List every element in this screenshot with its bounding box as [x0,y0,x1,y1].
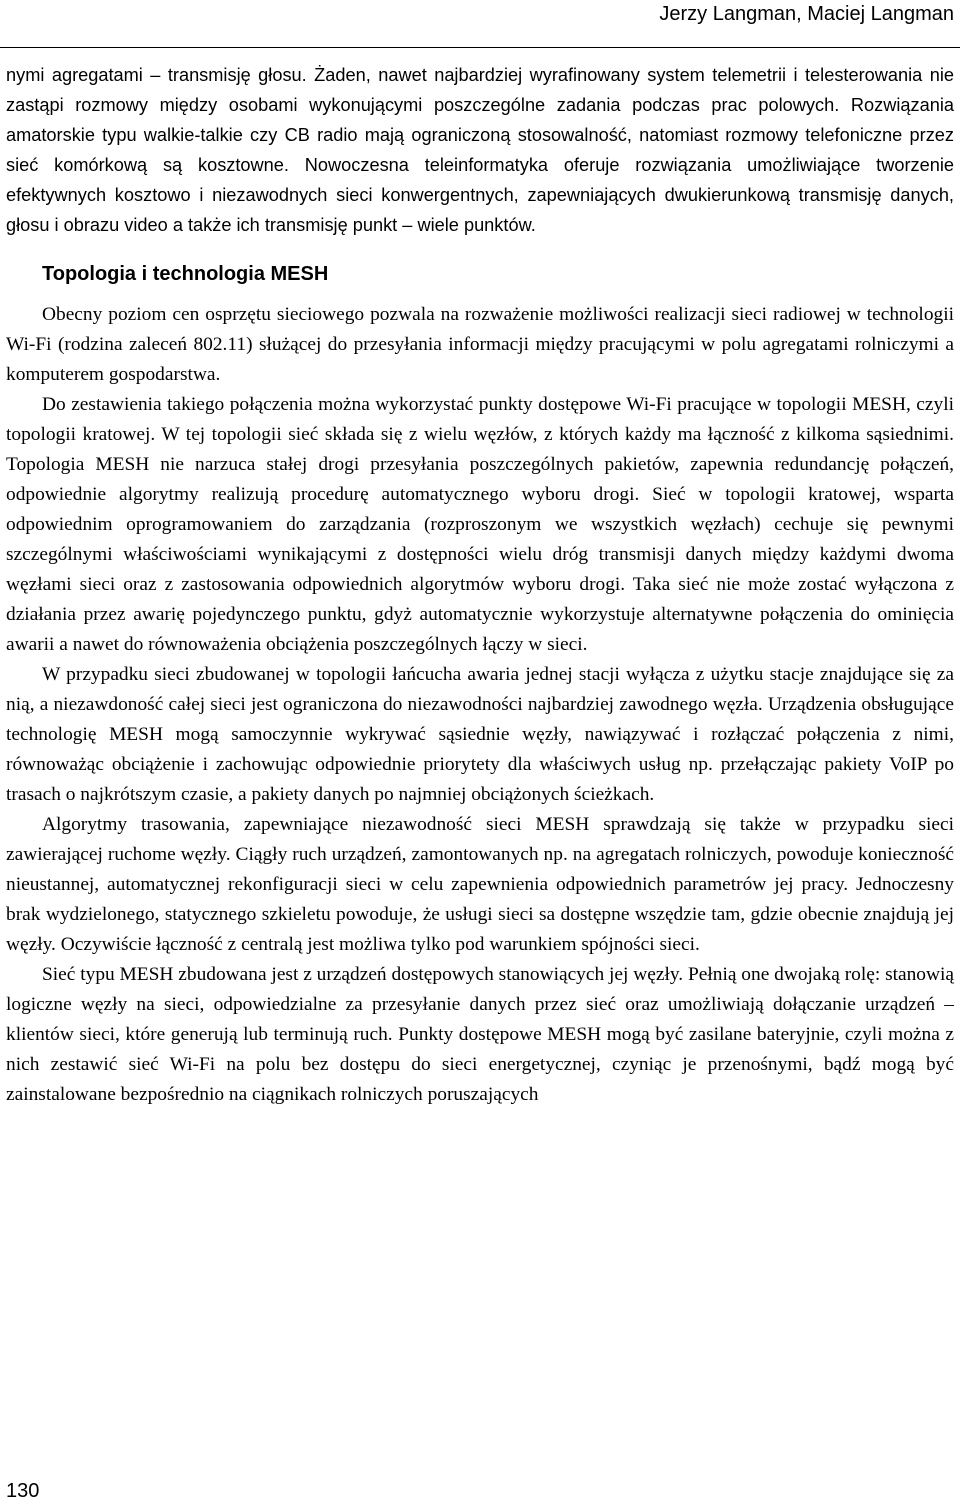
article-body [6,60,954,1110]
body-paragraph-3: W przypadku sieci zbudowanej w topologii łańcucha awaria jednej stacji wyłącza z użytku stacje znajdujące się za nią, a niezawdoność całej sieci jest ograniczona do niezawodności najbardziej zawodnego węzła. Urządzenia obsługujące technologię MESH mogą samoczynnie wykrywać sąsiednie węzły, nawiązywać i rozłączać połączenia z nimi, równoważąc obciążenie i zachowując odpowiednie priorytety dla właściwych usług np. przełączając pakiety VoIP po trasach o najkrótszym czasie, a pakiety danych po najmniej obciążonych ścieżkach. [6,664,954,805]
body-paragraph-4: Algorytmy trasowania, zapewniające niezawodność sieci MESH sprawdzają się także w przypadku sieci zawierającej ruchome węzły. Ciągły ruch urządzeń, zamontowanych np. na agregatach rolniczych, powoduje konieczność nieustannej, automatycznej rekonfiguracji sieci w celu zapewnienia odpowiednich parametrów jej pracy. Jednoczesny brak wydzielonego, statycznego szkieletu powoduje, że usługi sieci sa dostępne wszędzie tam, gdzie obecnie znajdują jej węzły. Oczywiście łączność z centralą jest możliwa tylko pod warunkiem spójności sieci. [6,814,954,955]
header-authors: Jerzy Langman, Maciej Langman [659,3,954,25]
body-paragraph-5: Sieć typu MESH zbudowana jest z urządzeń dostępowych stanowiących jej węzły. Pełnią one dwojaką rolę: stanowią logiczne węzły na sieci, odpowiedzialne za przesyłanie danych przez sieć oraz umożliwiają dołączanie urządzeń – klientów sieci, które generują lub terminują ruch. Punkty dostępowe MESH mogą być zasilane bateryjnie, czyli można z nich zestawić sieć Wi-Fi na polu bez dostępu do sieci energetycznej, czyniąc je przenośnymi, bądź mogą być zainstalowane bezpośrednio na ciągnikach rolniczych poruszających [6,964,954,1105]
page-number: 130 [6,1480,40,1502]
body-paragraph-1: Obecny poziom cen osprzętu sieciowego pozwala na rozważenie możliwości realizacji sieci radiowej w technologii Wi-Fi (rodzina zaleceń 802.11) służącej do przesyłania informacji między pracującymi w polu agregatami rolniczymi a komputerem gospodarstwa. [6,304,954,385]
section-heading: Topologia i technologia MESH [42,263,329,285]
body-paragraph-2: Do zestawienia takiego połączenia można wykorzystać punkty dostępowe Wi-Fi pracujące w topologii MESH, czyli topologii kratowej. W tej topologii sieć składa się z wielu węzłów, z których każdy ma łączność z kilkoma sąsiednimi. Topologia MESH nie narzuca stałej drogi przesyłania poszczególnych pakietów, zapewnia redundancję połączeń, odpowiednie algorytmy realizują procedurę automatycznego wyboru drogi. Sieć w topologii kratowej, wsparta odpowiednim oprogramowaniem do zarządzania (rozproszonym we wszystkich węzłach) cechuje się pewnymi szczególnymi właściwościami wynikającymi z dostępności wielu dróg transmisji danych między każdymi dwoma węzłami sieci oraz z zastosowania odpowiednich algorytmów wyboru drogi. Taka sieć nie może zostać wyłączona z działania przez awarię pojedynczego punktu, gdyż automatycznie wykorzystuje alternatywne połączenia do ominięcia awarii a nawet do równoważenia obciążenia poszczególnych łączy w sieci. [6,394,954,655]
running-header [0,0,960,48]
intro-paragraph: nymi agregatami – transmisję głosu. Żaden, nawet najbardziej wyrafinowany system telemetrii i telesterowania nie zastąpi rozmowy między osobami wykonującymi poszczególne zadania podczas prac polowych. Rozwiązania amatorskie typu walkie-talkie czy CB radio mają ograniczoną stosowalność, natomiast rozmowy telefoniczne przez sieć komórkową są kosztowne. Nowoczesna teleinformatyka oferuje rozwiązania umożliwiające tworzenie efektywnych kosztowo i niezawodnych sieci konwergentnych, zapewniających dwukierunkową transmisję danych, głosu i obrazu video a także ich transmisję punkt – wiele punktów. [6,65,954,235]
